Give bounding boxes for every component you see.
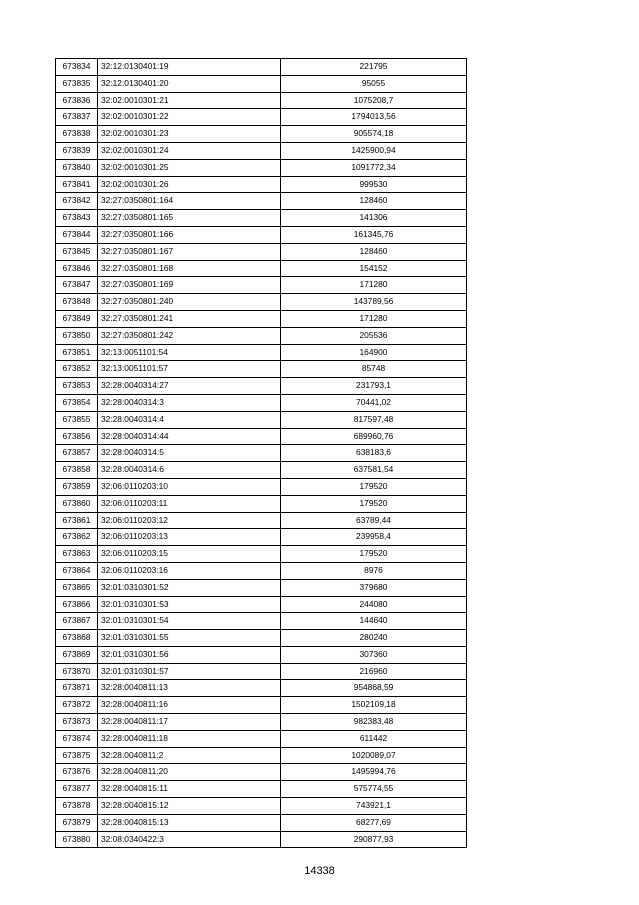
value-cell: 231793,1 bbox=[281, 378, 467, 395]
value-cell: 179520 bbox=[281, 478, 467, 495]
table-row bbox=[56, 445, 467, 462]
table-row bbox=[56, 596, 467, 613]
row-id-cell: 673845 bbox=[56, 243, 98, 260]
table-row bbox=[56, 75, 467, 92]
table-row bbox=[56, 378, 467, 395]
table-row bbox=[56, 546, 467, 563]
row-id-cell: 673857 bbox=[56, 445, 98, 462]
row-id-cell: 673871 bbox=[56, 680, 98, 697]
cadastral-number-cell: 32:28:0040815:12 bbox=[98, 798, 281, 815]
row-id-cell: 673880 bbox=[56, 831, 98, 848]
table-row bbox=[56, 361, 467, 378]
value-cell: 205536 bbox=[281, 327, 467, 344]
value-cell: 982383,48 bbox=[281, 714, 467, 731]
cadastral-number-cell: 32:28:0040314:27 bbox=[98, 378, 281, 395]
row-id-cell: 673866 bbox=[56, 596, 98, 613]
row-id-cell: 673840 bbox=[56, 159, 98, 176]
table-row bbox=[56, 680, 467, 697]
cadastral-number-cell: 32:28:0040811:18 bbox=[98, 730, 281, 747]
value-cell: 70441,02 bbox=[281, 394, 467, 411]
value-cell: 154152 bbox=[281, 260, 467, 277]
cadastral-number-cell: 32:27:0350801:241 bbox=[98, 310, 281, 327]
table-row bbox=[56, 646, 467, 663]
value-cell: 1794013,56 bbox=[281, 109, 467, 126]
cadastral-number-cell: 32:28:0040314:5 bbox=[98, 445, 281, 462]
value-cell: 239958,4 bbox=[281, 529, 467, 546]
value-cell: 179520 bbox=[281, 546, 467, 563]
value-cell: 128460 bbox=[281, 193, 467, 210]
value-cell: 290877,93 bbox=[281, 831, 467, 848]
value-cell: 179520 bbox=[281, 495, 467, 512]
table-row bbox=[56, 529, 467, 546]
row-id-cell: 673853 bbox=[56, 378, 98, 395]
table-row bbox=[56, 344, 467, 361]
cadastral-number-cell: 32:02:0010301:25 bbox=[98, 159, 281, 176]
table-row bbox=[56, 226, 467, 243]
cadastral-number-cell: 32:02:0010301:24 bbox=[98, 142, 281, 159]
value-cell: 689960,76 bbox=[281, 428, 467, 445]
cadastral-number-cell: 32:28:0040811:13 bbox=[98, 680, 281, 697]
row-id-cell: 673858 bbox=[56, 462, 98, 479]
row-id-cell: 673834 bbox=[56, 59, 98, 76]
data-table bbox=[55, 58, 467, 848]
table-row bbox=[56, 310, 467, 327]
cadastral-number-cell: 32:08:0340422:3 bbox=[98, 831, 281, 848]
table-row bbox=[56, 126, 467, 143]
table-row bbox=[56, 193, 467, 210]
table-row bbox=[56, 59, 467, 76]
row-id-cell: 673835 bbox=[56, 75, 98, 92]
row-id-cell: 673877 bbox=[56, 781, 98, 798]
table-row bbox=[56, 109, 467, 126]
cadastral-number-cell: 32:06:0110203:12 bbox=[98, 512, 281, 529]
cadastral-number-cell: 32:28:0040314:44 bbox=[98, 428, 281, 445]
value-cell: 161345,76 bbox=[281, 226, 467, 243]
value-cell: 216960 bbox=[281, 663, 467, 680]
row-id-cell: 673843 bbox=[56, 210, 98, 227]
cadastral-number-cell: 32:01:0310301:56 bbox=[98, 646, 281, 663]
value-cell: 171280 bbox=[281, 310, 467, 327]
row-id-cell: 673869 bbox=[56, 646, 98, 663]
cadastral-number-cell: 32:27:0350801:242 bbox=[98, 327, 281, 344]
cadastral-number-cell: 32:01:0310301:55 bbox=[98, 630, 281, 647]
value-cell: 164900 bbox=[281, 344, 467, 361]
cadastral-number-cell: 32:27:0350801:164 bbox=[98, 193, 281, 210]
row-id-cell: 673870 bbox=[56, 663, 98, 680]
row-id-cell: 673859 bbox=[56, 478, 98, 495]
table-row bbox=[56, 747, 467, 764]
cadastral-number-cell: 32:28:0040815:13 bbox=[98, 814, 281, 831]
value-cell: 143789,56 bbox=[281, 294, 467, 311]
cadastral-number-cell: 32:06:0110203:13 bbox=[98, 529, 281, 546]
table-row bbox=[56, 781, 467, 798]
table-row bbox=[56, 294, 467, 311]
value-cell: 171280 bbox=[281, 277, 467, 294]
cadastral-number-cell: 32:01:0310301:54 bbox=[98, 613, 281, 630]
value-cell: 743921,1 bbox=[281, 798, 467, 815]
row-id-cell: 673839 bbox=[56, 142, 98, 159]
row-id-cell: 673873 bbox=[56, 714, 98, 731]
row-id-cell: 673850 bbox=[56, 327, 98, 344]
page-number: 14338 bbox=[304, 865, 335, 877]
table-row bbox=[56, 462, 467, 479]
row-id-cell: 673847 bbox=[56, 277, 98, 294]
cadastral-number-cell: 32:27:0350801:167 bbox=[98, 243, 281, 260]
value-cell: 954868,59 bbox=[281, 680, 467, 697]
table-row bbox=[56, 613, 467, 630]
cadastral-number-cell: 32:06:0110203:10 bbox=[98, 478, 281, 495]
value-cell: 95055 bbox=[281, 75, 467, 92]
row-id-cell: 673856 bbox=[56, 428, 98, 445]
table-row bbox=[56, 630, 467, 647]
table-row bbox=[56, 730, 467, 747]
cadastral-number-cell: 32:02:0010301:21 bbox=[98, 92, 281, 109]
cadastral-number-cell: 32:28:0040314:6 bbox=[98, 462, 281, 479]
table-body bbox=[56, 59, 467, 848]
row-id-cell: 673868 bbox=[56, 630, 98, 647]
row-id-cell: 673846 bbox=[56, 260, 98, 277]
cadastral-number-cell: 32:27:0350801:166 bbox=[98, 226, 281, 243]
table-row bbox=[56, 714, 467, 731]
table-row bbox=[56, 277, 467, 294]
cadastral-number-cell: 32:28:0040811:20 bbox=[98, 764, 281, 781]
cadastral-number-cell: 32:28:0040811:2 bbox=[98, 747, 281, 764]
value-cell: 999530 bbox=[281, 176, 467, 193]
value-cell: 1075208,7 bbox=[281, 92, 467, 109]
table-row bbox=[56, 159, 467, 176]
value-cell: 68277,69 bbox=[281, 814, 467, 831]
value-cell: 307360 bbox=[281, 646, 467, 663]
table-row bbox=[56, 478, 467, 495]
row-id-cell: 673836 bbox=[56, 92, 98, 109]
value-cell: 244080 bbox=[281, 596, 467, 613]
cadastral-number-cell: 32:28:0040811:17 bbox=[98, 714, 281, 731]
row-id-cell: 673875 bbox=[56, 747, 98, 764]
cadastral-number-cell: 32:01:0310301:53 bbox=[98, 596, 281, 613]
row-id-cell: 673852 bbox=[56, 361, 98, 378]
value-cell: 280240 bbox=[281, 630, 467, 647]
value-cell: 85748 bbox=[281, 361, 467, 378]
row-id-cell: 673860 bbox=[56, 495, 98, 512]
row-id-cell: 673851 bbox=[56, 344, 98, 361]
value-cell: 379680 bbox=[281, 579, 467, 596]
row-id-cell: 673849 bbox=[56, 310, 98, 327]
row-id-cell: 673842 bbox=[56, 193, 98, 210]
row-id-cell: 673876 bbox=[56, 764, 98, 781]
table-row bbox=[56, 260, 467, 277]
table-row bbox=[56, 579, 467, 596]
cadastral-number-cell: 32:01:0310301:52 bbox=[98, 579, 281, 596]
value-cell: 8976 bbox=[281, 562, 467, 579]
cadastral-number-cell: 32:28:0040314:4 bbox=[98, 411, 281, 428]
row-id-cell: 673865 bbox=[56, 579, 98, 596]
value-cell: 575774,55 bbox=[281, 781, 467, 798]
table-row bbox=[56, 663, 467, 680]
row-id-cell: 673863 bbox=[56, 546, 98, 563]
row-id-cell: 673867 bbox=[56, 613, 98, 630]
table-row bbox=[56, 411, 467, 428]
row-id-cell: 673872 bbox=[56, 697, 98, 714]
table-row bbox=[56, 142, 467, 159]
row-id-cell: 673848 bbox=[56, 294, 98, 311]
cadastral-number-cell: 32:27:0350801:169 bbox=[98, 277, 281, 294]
cadastral-number-cell: 32:01:0310301:57 bbox=[98, 663, 281, 680]
row-id-cell: 673841 bbox=[56, 176, 98, 193]
row-id-cell: 673838 bbox=[56, 126, 98, 143]
value-cell: 1502109,18 bbox=[281, 697, 467, 714]
cadastral-number-cell: 32:27:0350801:240 bbox=[98, 294, 281, 311]
row-id-cell: 673874 bbox=[56, 730, 98, 747]
row-id-cell: 673837 bbox=[56, 109, 98, 126]
row-id-cell: 673879 bbox=[56, 814, 98, 831]
value-cell: 141306 bbox=[281, 210, 467, 227]
value-cell: 637581,54 bbox=[281, 462, 467, 479]
value-cell: 144640 bbox=[281, 613, 467, 630]
table-row bbox=[56, 210, 467, 227]
cadastral-number-cell: 32:02:0010301:23 bbox=[98, 126, 281, 143]
value-cell: 905574,18 bbox=[281, 126, 467, 143]
value-cell: 63789,44 bbox=[281, 512, 467, 529]
cadastral-number-cell: 32:28:0040815:11 bbox=[98, 781, 281, 798]
value-cell: 1091772,34 bbox=[281, 159, 467, 176]
cadastral-number-cell: 32:28:0040811:16 bbox=[98, 697, 281, 714]
value-cell: 638183,6 bbox=[281, 445, 467, 462]
table-row bbox=[56, 243, 467, 260]
value-cell: 221795 bbox=[281, 59, 467, 76]
table-row bbox=[56, 697, 467, 714]
row-id-cell: 673864 bbox=[56, 562, 98, 579]
row-id-cell: 673862 bbox=[56, 529, 98, 546]
table-row bbox=[56, 512, 467, 529]
table-row bbox=[56, 562, 467, 579]
cadastral-number-cell: 32:06:0110203:11 bbox=[98, 495, 281, 512]
table-row bbox=[56, 798, 467, 815]
cadastral-number-cell: 32:28:0040314:3 bbox=[98, 394, 281, 411]
table-row bbox=[56, 764, 467, 781]
row-id-cell: 673855 bbox=[56, 411, 98, 428]
cadastral-number-cell: 32:27:0350801:168 bbox=[98, 260, 281, 277]
table-row bbox=[56, 176, 467, 193]
cadastral-number-cell: 32:27:0350801:165 bbox=[98, 210, 281, 227]
cadastral-number-cell: 32:06:0110203:16 bbox=[98, 562, 281, 579]
cadastral-number-cell: 32:02:0010301:26 bbox=[98, 176, 281, 193]
table-row bbox=[56, 428, 467, 445]
table-row bbox=[56, 814, 467, 831]
value-cell: 1425900,94 bbox=[281, 142, 467, 159]
value-cell: 611442 bbox=[281, 730, 467, 747]
cadastral-number-cell: 32:12:0130401:20 bbox=[98, 75, 281, 92]
value-cell: 1020089,07 bbox=[281, 747, 467, 764]
row-id-cell: 673844 bbox=[56, 226, 98, 243]
cadastral-number-cell: 32:12:0130401:19 bbox=[98, 59, 281, 76]
cadastral-number-cell: 32:02:0010301:22 bbox=[98, 109, 281, 126]
cadastral-number-cell: 32:06:0110203:15 bbox=[98, 546, 281, 563]
row-id-cell: 673878 bbox=[56, 798, 98, 815]
row-id-cell: 673861 bbox=[56, 512, 98, 529]
cadastral-number-cell: 32:13:0051101:54 bbox=[98, 344, 281, 361]
table-row bbox=[56, 92, 467, 109]
cadastral-number-cell: 32:13:0051101:57 bbox=[98, 361, 281, 378]
value-cell: 128460 bbox=[281, 243, 467, 260]
table-row bbox=[56, 831, 467, 848]
row-id-cell: 673854 bbox=[56, 394, 98, 411]
value-cell: 817597,48 bbox=[281, 411, 467, 428]
table-row bbox=[56, 327, 467, 344]
value-cell: 1495994,76 bbox=[281, 764, 467, 781]
table-row bbox=[56, 495, 467, 512]
table-row bbox=[56, 394, 467, 411]
